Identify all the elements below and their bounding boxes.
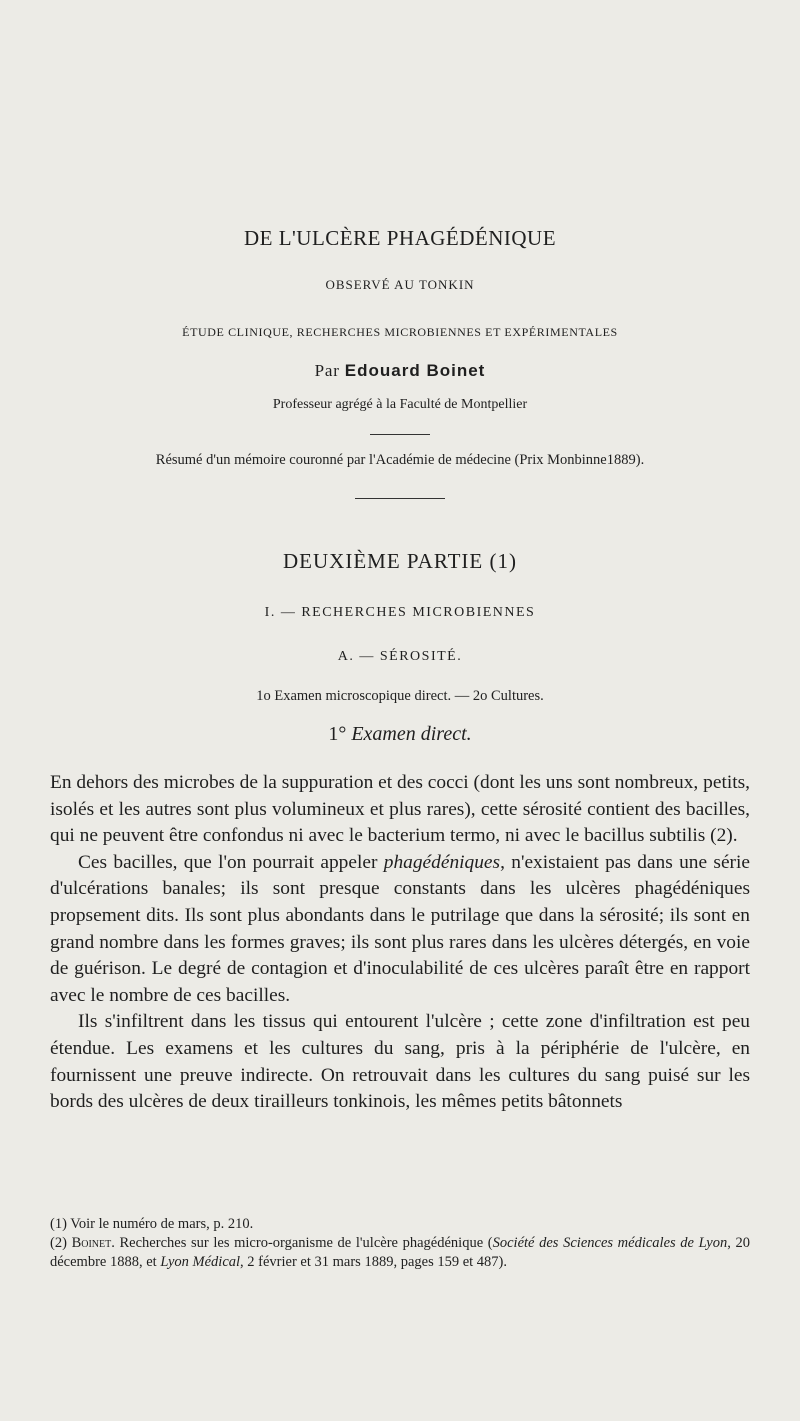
section-contents: 1o Examen microscopique direct. — 2o Cultures. [256, 688, 544, 704]
heading-number: 1° [328, 723, 347, 745]
body-text [50, 770, 750, 1116]
paragraph-italic: phagédéniques [383, 851, 501, 873]
author-name: Edouard Boinet [344, 361, 486, 380]
summary-note: Résumé d'un mémoire couronné par l'Académie de médecine (Prix Monbinne1889). [155, 452, 645, 468]
footnote-text: , 2 février et 31 mars 1889, pages 159 et 487). [240, 1254, 507, 1270]
footnotes [50, 1215, 750, 1272]
study-description: ÉTUDE CLINIQUE, RECHERCHES MICROBIENNES ET EXPÉRIMENTALES [182, 325, 618, 339]
footnote-text: , 20 décembre 1888, et [50, 1235, 750, 1270]
footnote-text: . Recherches sur les micro-organisme de l'ulcère phagédénique ( [111, 1235, 493, 1251]
paragraph-text: Ces bacilles, que l'on pourrait appeler [78, 851, 384, 873]
footnote-journal: Lyon Médical [160, 1254, 241, 1270]
author-affiliation: Professeur agrégé à la Faculté de Montpellier [272, 397, 528, 412]
article-title: DE L'ULCÈRE PHAGÉDÉNIQUE [243, 226, 557, 250]
footnote-number: (2) [50, 1235, 72, 1251]
section-heading [50, 723, 750, 746]
paragraph: En dehors des microbes de la suppuration et des cocci (dont les uns sont nombreux, petits, isolés et les autres sont plus volumineux et plus rares), cette sérosité contient des bacilles, qui ne peuvent être confondus ni avec le bacterium termo, ni avec le bacillus subtilis (2). [50, 772, 750, 847]
paragraph: Ils s'infiltrent dans les tissus qui entourent l'ulcère ; cette zone d'infiltration est peu étendue. Les examens et les cultures du sang, pris à la périphérie de l'ulcère, en fournissent une preuve indirecte. On retrouvait dans les cultures du sang puisé sur les bords des ulcères de deux tirailleurs tonkinois, les mêmes petits bâtonnets [50, 1011, 750, 1113]
divider-rule [355, 498, 445, 499]
paragraph [50, 850, 750, 1010]
author-prefix: Par [314, 361, 340, 380]
article-subtitle: OBSERVÉ AU TONKIN [325, 277, 475, 292]
footnote-1: (1) Voir le numéro de mars, p. 210. [50, 1216, 254, 1232]
footnote-2 [50, 1234, 750, 1272]
footnote-journal: Société des Sciences médicales de Lyon [492, 1235, 728, 1251]
document-page [50, 0, 750, 1421]
heading-text: Examen direct. [351, 723, 472, 745]
divider-rule [370, 434, 430, 435]
section-title: I. — RECHERCHES MICROBIENNES [264, 605, 536, 620]
author-line [50, 361, 750, 381]
subsection-title: A. — SÉROSITÉ. [337, 649, 463, 664]
part-title: DEUXIÈME PARTIE (1) [283, 549, 517, 573]
footnote-author: Boinet [71, 1235, 112, 1251]
paragraph-text: , n'existaient pas dans une série d'ulcérations banales; ils sont presque constants dans les ulcères phagédéniques propsement dits. Ils sont plus abondants dans le putrilage que dans la sérosité; ils sont en grand nombre dans les formes graves; ils sont plus rares dans les ulcères détergés, en voie de guérison. Le degré de contagion et d'inoculabilité de ces ulcères paraît être en rapport avec le nombre de ces bacilles. [50, 851, 751, 1006]
